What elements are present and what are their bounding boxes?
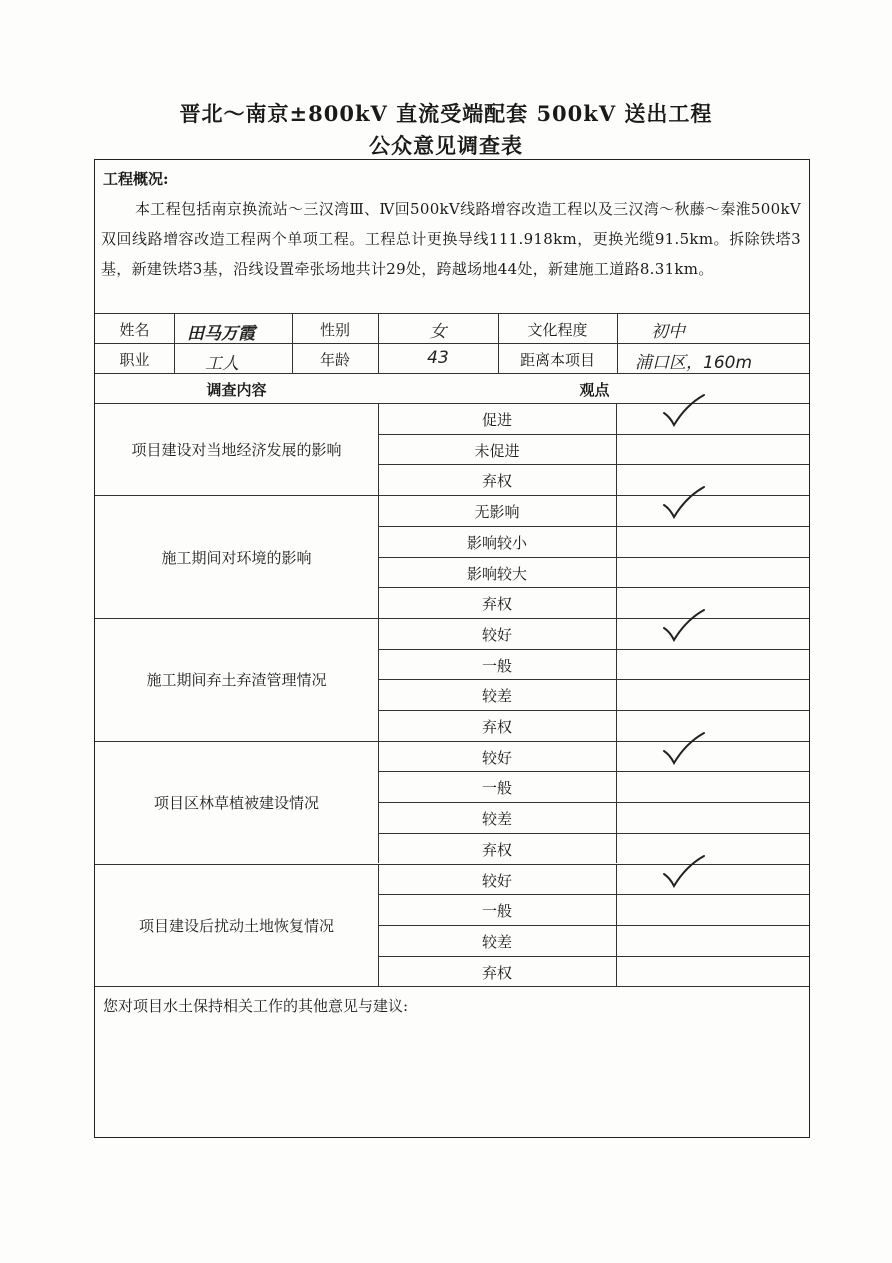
occupation-value[interactable]: 工人 <box>205 354 239 374</box>
survey-opinion-header: 观点 <box>579 381 610 399</box>
survey-option-2-4: 弃权 <box>481 595 512 614</box>
survey-option-2-1: 无影响 <box>474 503 520 522</box>
survey-option-1-2: 未促进 <box>474 441 520 460</box>
survey-question-1: 项目建设对当地经济发展的影响 <box>131 441 342 460</box>
survey-answer-cell-1-2[interactable] <box>616 434 811 465</box>
survey-option-3-3: 较差 <box>481 687 512 706</box>
distance-label: 距离本项目 <box>519 351 595 369</box>
survey-answer-cell-3-4[interactable] <box>616 710 811 741</box>
age-value[interactable]: 43 <box>427 348 449 368</box>
survey-answer-cell-4-4[interactable] <box>616 833 811 864</box>
survey-option-4-1: 较好 <box>481 748 512 767</box>
survey-question-2: 施工期间对环境的影响 <box>161 548 312 567</box>
survey-answer-cell-1-1[interactable] <box>616 403 811 434</box>
occupation-label: 职业 <box>119 351 150 369</box>
survey-answer-cell-5-1[interactable] <box>616 864 811 895</box>
survey-option-4-4: 弃权 <box>481 840 512 859</box>
form-title-line-1: 晋北～南京±800kV 直流受端配套 500kV 送出工程 <box>179 101 713 126</box>
comments-field[interactable] <box>99 1022 805 1132</box>
survey-answer-cell-3-3[interactable] <box>616 679 811 710</box>
age-label: 年龄 <box>319 351 350 369</box>
checkmark-icon <box>660 485 708 521</box>
survey-option-2-3: 影响较大 <box>466 564 527 583</box>
survey-answer-cell-2-4[interactable] <box>616 587 811 618</box>
survey-option-2-2: 影响较小 <box>466 533 527 552</box>
survey-answer-cell-4-2[interactable] <box>616 771 811 802</box>
survey-answer-cell-5-4[interactable] <box>616 956 811 987</box>
survey-answer-cell-4-3[interactable] <box>616 802 811 833</box>
survey-option-3-2: 一般 <box>481 656 512 675</box>
survey-option-1-1: 促进 <box>481 411 512 429</box>
survey-option-5-1: 较好 <box>481 871 512 890</box>
overview-body: 本工程包括南京换流站～三汉湾Ⅲ、Ⅳ回500kV线路增容改造工程以及三汉湾～秋藤～秦淮500kV双回线路增容改造工程两个单项工程。工程总计更换导线111.918km，更换光缆91.5km。拆除铁塔3基，新建铁塔3基，沿线设置牵张场地共计29处，跨越场地44处，新建施工道路8.31km。 <box>101 200 801 278</box>
survey-option-5-4: 弃权 <box>481 963 512 982</box>
survey-answer-cell-1-3[interactable] <box>616 464 811 495</box>
survey-answer-cell-4-1[interactable] <box>616 741 811 772</box>
survey-answer-cell-2-2[interactable] <box>616 526 811 557</box>
survey-option-5-2: 一般 <box>481 902 512 921</box>
survey-content-header: 调查内容 <box>206 381 267 399</box>
survey-question-3: 施工期间弃土弃渣管理情况 <box>146 671 327 690</box>
survey-option-5-3: 较差 <box>481 932 512 951</box>
checkmark-icon <box>660 393 708 429</box>
checkmark-icon <box>660 854 708 890</box>
survey-option-4-2: 一般 <box>481 779 512 798</box>
gender-label: 性别 <box>319 321 350 339</box>
education-label: 文化程度 <box>527 321 588 339</box>
survey-answer-cell-2-1[interactable] <box>616 495 811 526</box>
name-value[interactable]: 田马万霞 <box>187 324 255 344</box>
survey-option-4-3: 较差 <box>481 810 512 829</box>
survey-option-1-3: 弃权 <box>481 472 512 491</box>
distance-value[interactable]: 浦口区，160m <box>635 353 753 373</box>
survey-option-3-1: 较好 <box>481 625 512 644</box>
checkmark-icon <box>660 731 708 767</box>
survey-question-4: 项目区林草植被建设情况 <box>153 794 319 813</box>
gender-value[interactable]: 女 <box>429 322 447 342</box>
name-label: 姓名 <box>119 321 150 339</box>
comments-label: 您对项目水土保持相关工作的其他意见与建议: <box>103 997 409 1015</box>
survey-answer-cell-5-2[interactable] <box>616 894 811 925</box>
overview-heading: 工程概况: <box>103 170 169 188</box>
survey-answer-cell-3-2[interactable] <box>616 649 811 680</box>
survey-question-5: 项目建设后扰动土地恢复情况 <box>138 916 334 935</box>
form-title-line-2: 公众意见调查表 <box>369 133 523 158</box>
survey-form <box>94 159 810 1138</box>
survey-answer-cell-5-3[interactable] <box>616 925 811 956</box>
survey-option-3-4: 弃权 <box>481 718 512 736</box>
checkmark-icon <box>660 608 708 644</box>
education-value[interactable]: 初中 <box>651 322 685 342</box>
survey-answer-cell-2-3[interactable] <box>616 557 811 588</box>
survey-answer-cell-3-1[interactable] <box>616 618 811 649</box>
